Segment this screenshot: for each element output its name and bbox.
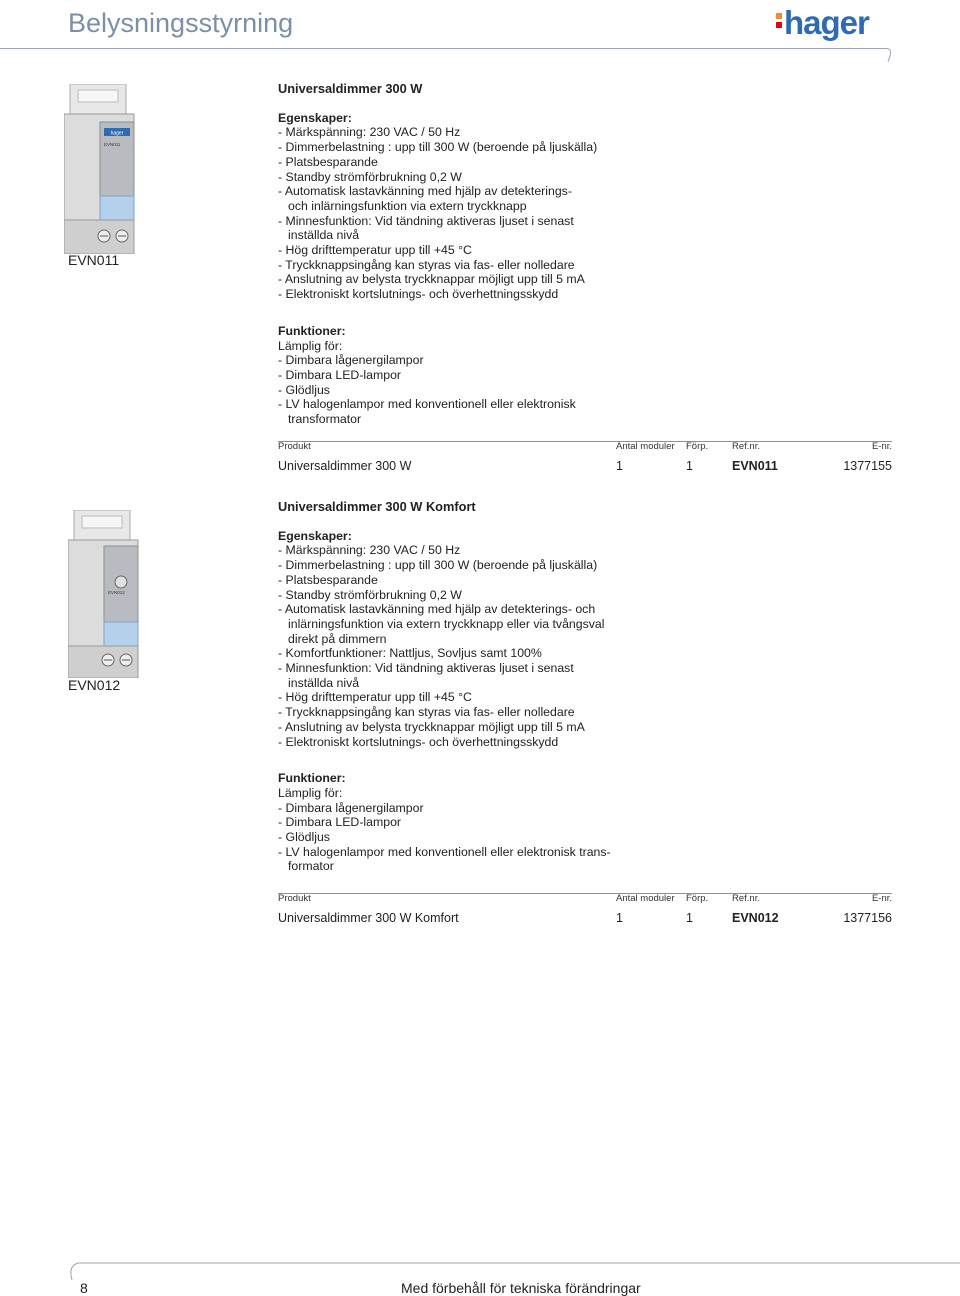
- product-description-evn011: [278, 82, 892, 427]
- list-item: - Glödljus: [278, 382, 330, 397]
- list-item: - Hög drifttemperatur upp till +45 °C: [278, 690, 472, 705]
- list-item: - Platsbesparande: [278, 572, 378, 587]
- list-item: - Minnesfunktion: Vid tändning aktiveras ljuset i senast inställda nivå: [278, 213, 574, 243]
- product-title: Universaldimmer 300 W Komfort: [278, 499, 476, 514]
- functions-intro: Lämplig för:: [278, 785, 343, 800]
- cell-antal-moduler: 1: [616, 911, 623, 925]
- logo-dots-icon: [776, 13, 782, 35]
- hager-logo: [784, 4, 869, 42]
- list-item: - Minnesfunktion: Vid tändning aktiveras ljuset i senast inställda nivå: [278, 661, 574, 690]
- list-item: - Dimbara lågenergilampor: [278, 353, 424, 368]
- properties-list: [278, 125, 892, 301]
- product-image-label-model: EVN011: [104, 142, 121, 147]
- footer-disclaimer: Med förbehåll för tekniska förändringar: [401, 1280, 641, 1296]
- list-item: - Standby strömförbrukning 0,2 W: [278, 169, 462, 184]
- list-item: - Automatisk lastavkänning med hjälp av detekterings- och inlärningsfunktion via extern tryckknapp: [278, 184, 572, 213]
- col-ref-nr: Ref.nr.: [732, 893, 760, 904]
- properties-heading: Egenskaper:: [278, 528, 352, 543]
- product-description-evn012: [278, 500, 892, 874]
- functions-list: [278, 801, 892, 875]
- list-item: - Dimmerbelastning : upp till 300 W (beroende på ljuskälla): [278, 140, 598, 155]
- list-item: - Tryckknappsingång kan styras via fas- eller nolledare: [278, 257, 575, 272]
- properties-list: [278, 543, 892, 749]
- list-item: - Platsbesparande: [278, 154, 378, 169]
- logo-text: hager: [784, 4, 869, 41]
- cell-ref-nr: EVN012: [732, 911, 779, 925]
- list-item: - Märkspänning: 230 VAC / 50 Hz: [278, 543, 461, 558]
- col-forp: Förp.: [686, 893, 709, 904]
- list-item: - Elektroniskt kortslutnings- och överhettningsskydd: [278, 734, 559, 749]
- product-table-evn011: [278, 441, 892, 475]
- cell-forp: 1: [686, 459, 693, 473]
- product-image-label-model: EVN012: [108, 590, 125, 595]
- list-item: - Märkspänning: 230 VAC / 50 Hz: [278, 125, 461, 140]
- col-e-nr: E-nr.: [871, 893, 892, 904]
- list-item: - LV halogenlampor med konventionell eller elektronisk trans- formator: [278, 844, 611, 874]
- list-item: - Automatisk lastavkänning med hjälp av detekterings- och inlärningsfunktion via extern tryckknapp eller via tvångsval direkt på dimmern: [278, 602, 605, 646]
- cell-produkt: Universaldimmer 300 W Komfort: [278, 911, 459, 925]
- table-divider: [278, 441, 892, 442]
- table-row: [278, 911, 892, 927]
- list-item: - Dimmerbelastning : upp till 300 W (beroende på ljuskälla): [278, 558, 598, 573]
- product-code-label: EVN012: [68, 677, 121, 693]
- table-header: [278, 893, 892, 909]
- functions-intro: Lämplig för:: [278, 338, 343, 353]
- cell-produkt: Universaldimmer 300 W: [278, 459, 412, 473]
- col-produkt: Produkt: [278, 441, 311, 452]
- col-e-nr: E-nr.: [871, 441, 892, 452]
- functions-heading: Funktioner:: [278, 323, 346, 338]
- col-antal-moduler: Antal moduler: [616, 441, 675, 452]
- col-antal-moduler: Antal moduler: [616, 893, 675, 904]
- list-item: - Dimbara lågenergilampor: [278, 800, 424, 815]
- cell-antal-moduler: 1: [616, 459, 623, 473]
- list-item: - LV halogenlampor med konventionell eller elektronisk transformator: [278, 397, 576, 427]
- list-item: - Hög drifttemperatur upp till +45 °C: [278, 243, 472, 258]
- product-image-evn012: [68, 510, 140, 683]
- product-title: Universaldimmer 300 W: [278, 81, 423, 96]
- cell-e-nr: 1377156: [843, 911, 892, 925]
- list-item: - Glödljus: [278, 830, 330, 845]
- product-image-evn011: [64, 84, 136, 259]
- list-item: - Anslutning av belysta tryckknappar möjligt upp till 5 mA: [278, 272, 585, 287]
- list-item: - Dimbara LED-lampor: [278, 367, 401, 382]
- col-forp: Förp.: [686, 441, 709, 452]
- product-image-label-brand: hager: [110, 130, 124, 137]
- functions-list: [278, 353, 892, 427]
- page-title: Belysningsstyrning: [68, 8, 294, 38]
- col-ref-nr: Ref.nr.: [732, 441, 760, 452]
- properties-heading: Egenskaper:: [278, 110, 352, 125]
- cell-ref-nr: EVN011: [732, 459, 778, 473]
- product-code-label: EVN011: [68, 252, 120, 268]
- list-item: - Anslutning av belysta tryckknappar möjligt upp till 5 mA: [278, 719, 585, 734]
- list-item: - Standby strömförbrukning 0,2 W: [278, 587, 462, 602]
- list-item: - Dimbara LED-lampor: [278, 815, 401, 830]
- cell-e-nr: 1377155: [843, 459, 892, 473]
- list-item: - Elektroniskt kortslutnings- och överhettningsskydd: [278, 287, 559, 302]
- page-number: 8: [80, 1280, 88, 1296]
- col-produkt: Produkt: [278, 893, 311, 904]
- list-item: - Tryckknappsingång kan styras via fas- eller nolledare: [278, 705, 575, 720]
- list-item: - Komfortfunktioner: Nattljus, Sovljus samt 100%: [278, 646, 542, 661]
- product-table-evn012: [278, 893, 892, 927]
- table-divider: [278, 893, 892, 894]
- functions-heading: Funktioner:: [278, 771, 346, 786]
- table-header: [278, 441, 892, 457]
- table-row: [278, 459, 892, 475]
- cell-forp: 1: [686, 911, 693, 925]
